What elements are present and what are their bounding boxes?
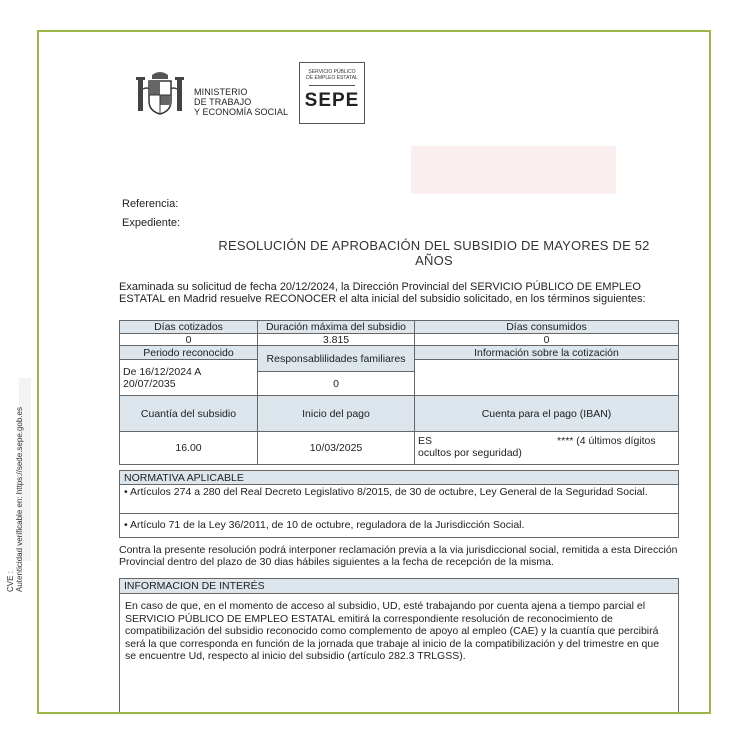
table-header-inicio-pago: Inicio del pago <box>257 395 415 432</box>
table-value-dias-cotizados: 0 <box>119 333 258 346</box>
normativa-item-1: • Artículos 274 a 280 del Real Decreto Legislativo 8/2015, de 30 de octubre, Ley General de la Seguridad Social. <box>119 484 679 514</box>
table-header-iban: Cuenta para el pago (IBAN) <box>414 395 679 432</box>
resolution-title: RESOLUCIÓN DE APROBACIÓN DEL SUBSIDIO DE MAYORES DE 52 AÑOS <box>218 238 650 268</box>
intro-paragraph: Examinada su solicitud de fecha 20/12/2024, la Dirección Provincial del SERVICIO PÚBLICO DE EMPLEO ESTATAL en Madrid resuelve RECONOCER el alta inicial del subsidio solicitado, en los términos siguientes: <box>119 281 646 305</box>
address-redaction <box>411 146 616 194</box>
referencia-label: Referencia: <box>122 198 179 210</box>
iban-masked-suffix: **** (4 últimos dígitos ocultos por seguridad) <box>418 435 656 459</box>
expediente-label: Expediente: <box>122 217 181 229</box>
sepe-logo-text: SEPE <box>304 90 360 111</box>
table-header-cuantia: Cuantía del subsidio <box>119 395 258 432</box>
table-value-inicio-pago: 10/03/2025 <box>257 431 415 465</box>
table-value-iban <box>414 431 679 465</box>
document-page <box>37 30 711 714</box>
table-header-dias-consumidos: Días consumidos <box>414 320 679 334</box>
normativa-item-2: • Artículo 71 de la Ley 36/2011, de 10 de octubre, reguladora de la Jurisdicción Social. <box>119 513 679 538</box>
cve-label: CVE : <box>6 571 15 592</box>
interes-heading: INFORMACION DE INTERÉS <box>119 578 679 594</box>
table-value-duracion-maxima: 3.815 <box>257 333 415 346</box>
table-value-periodo: De 16/12/2024 A 20/07/2035 <box>119 359 258 396</box>
table-value-cuantia: 16.00 <box>119 431 258 465</box>
table-header-dias-cotizados: Días cotizados <box>119 320 258 334</box>
coat-of-arms-icon <box>135 69 185 119</box>
sepe-logo-subtitle: SERVICIO PÚBLICO DE EMPLEO ESTATAL <box>306 69 358 81</box>
table-header-cotizacion: Información sobre la cotización <box>414 345 679 360</box>
side-verification-stamp <box>6 407 24 592</box>
table-header-responsabilidades: Responsablilidades familiares <box>257 345 415 372</box>
interes-text: En caso de que, en el momento de acceso al subsidio, UD, esté trabajando por cuenta ajena a tiempo parcial el SERVICIO PÚBLICO DE EMPLEO ESTATAL emitirá la correspondiente resolución de reconocimiento de compatibilización del subsidio reconocido como complemento de apoyo al empleo (CAE) y la cuantía que percibirá será la que corresponda en función de la jornada que trabaje al inicio de la compatibilización y del trimestre en que se encuentre Ud, respecto al inicio del subsidio (artículo 282.3 TRLGSS). <box>119 593 679 714</box>
table-header-periodo: Periodo reconocido <box>119 345 258 360</box>
table-value-responsabilidades: 0 <box>257 371 415 396</box>
normativa-heading: NORMATIVA APLICABLE <box>119 470 679 485</box>
ministry-name: MINISTERIO DE TRABAJO Y ECONOMÍA SOCIAL <box>194 87 289 117</box>
table-value-dias-consumidos: 0 <box>414 333 679 346</box>
sepe-logo <box>299 62 365 124</box>
table-header-duracion-maxima: Duración máxima del subsidio <box>257 320 415 334</box>
reclamacion-paragraph: Contra la presente resolución podrá interponer reclamación previa a la via jurisdiccional social, remitida a esta Dirección Provincial dentro del plazo de 30 dias hábiles siguientes a la fecha de recepción de la misma. <box>119 544 678 569</box>
table-value-cotizacion <box>414 359 679 396</box>
iban-prefix: ES <box>418 435 433 447</box>
verification-url-text: Autenticidad verificable en: https://sede.sepe.gob.es <box>15 406 24 592</box>
